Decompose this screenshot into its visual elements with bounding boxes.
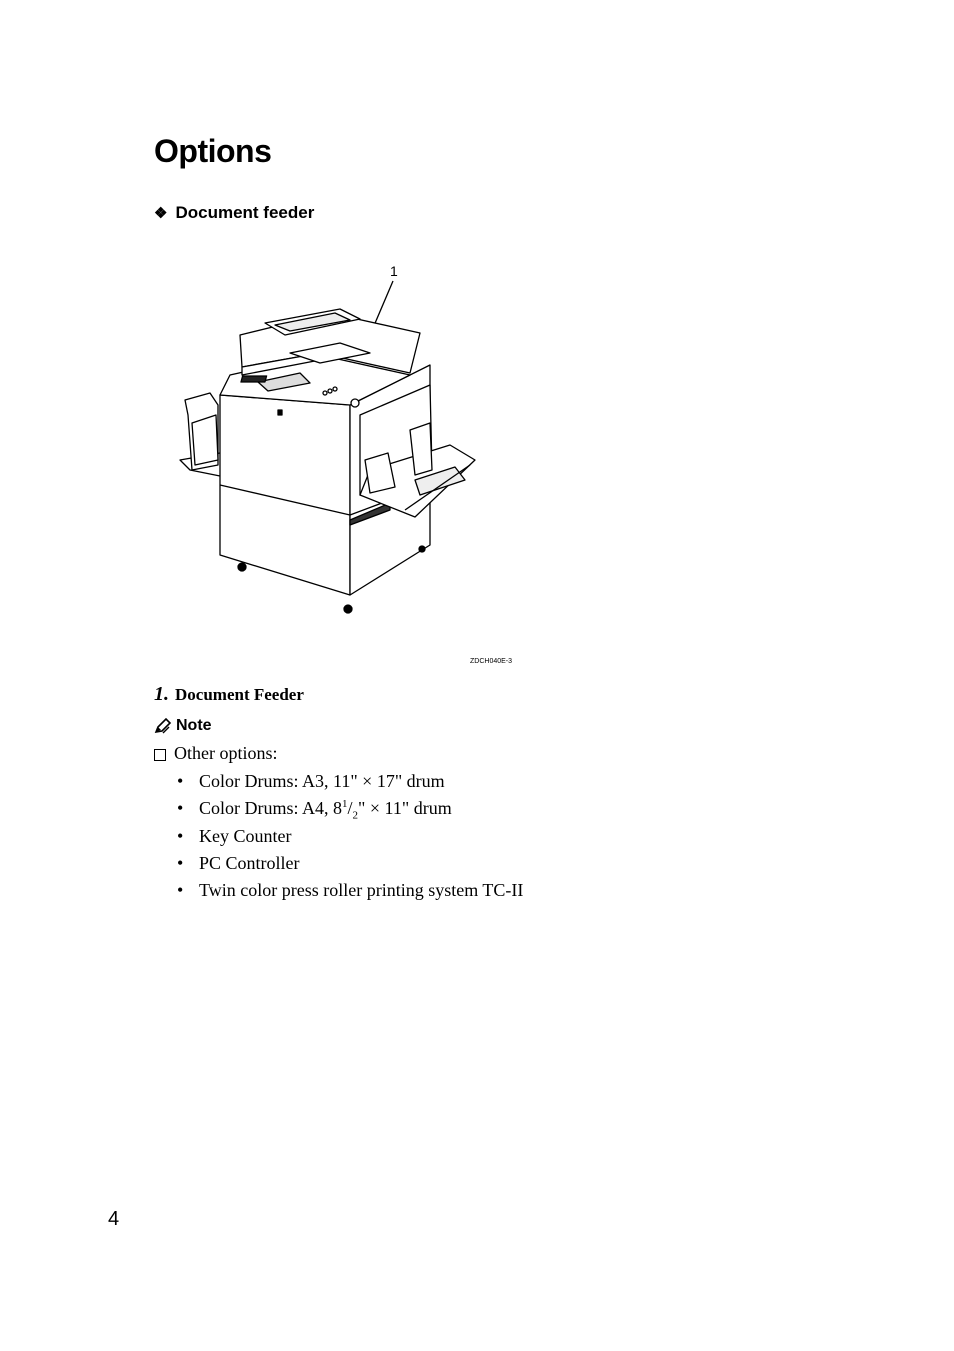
page-number: 4 [108, 1208, 120, 1230]
note-heading [154, 717, 212, 735]
printer-illustration [170, 255, 520, 675]
note-heading-text: Note [176, 717, 212, 734]
options-list [177, 768, 523, 904]
list-item: • Key Counter [177, 823, 523, 850]
duplicator-drawing-icon [170, 255, 520, 675]
list-item: • PC Controller [177, 850, 523, 877]
callout-item [154, 683, 304, 706]
figure-code: ZDCH040E-3 [470, 658, 513, 665]
pencil-icon [154, 718, 172, 734]
page-title: Options [154, 133, 272, 169]
bullet-icon: • [177, 880, 184, 901]
figure-callout-number: 1 [390, 263, 398, 279]
bullet-icon: • [177, 852, 184, 873]
bullet-icon: • [177, 771, 184, 791]
bullet-icon: • [177, 798, 184, 819]
list-item: • Color Drums: A4, $8^1/_2$" × 11" drum [177, 795, 523, 822]
callout-label: Document Feeder [175, 685, 304, 704]
callout-number: 1. [154, 683, 169, 705]
list-item: • Color Drums: A3, 11" × 17" drum [177, 768, 523, 795]
section-heading-text: Document feeder [175, 203, 315, 222]
diamond-bullet-icon: ❖ [154, 205, 168, 222]
note-intro [154, 743, 278, 764]
section-heading [154, 203, 314, 223]
note-intro-text: Other options: [174, 743, 278, 763]
checkbox-bullet-icon [154, 749, 166, 761]
bullet-icon: • [177, 825, 184, 846]
list-item: • Twin color press roller printing system TC-II [177, 877, 523, 904]
